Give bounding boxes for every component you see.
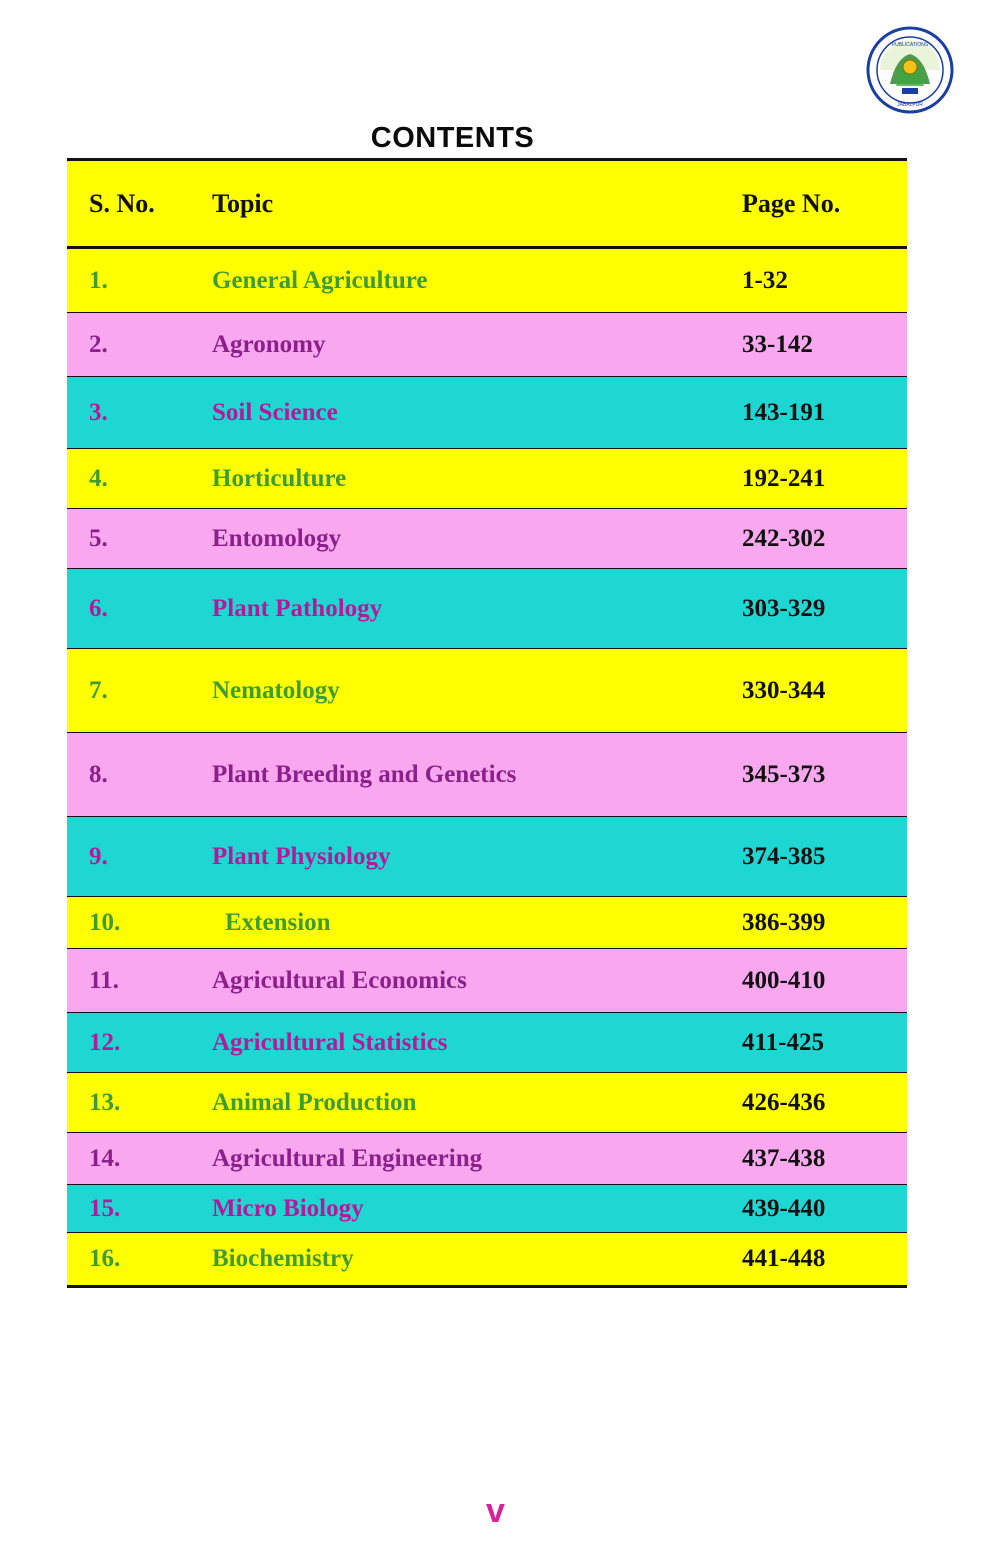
table-row[interactable]	[67, 377, 907, 449]
row-serial-number: 13.	[89, 1088, 121, 1116]
row-page-range: 400-410	[742, 966, 826, 994]
row-serial-number: 8.	[89, 760, 108, 788]
row-serial-number: 5.	[89, 524, 108, 552]
row-topic: Plant Physiology	[212, 842, 391, 870]
table-body	[67, 249, 907, 1285]
row-topic: Nematology	[212, 676, 340, 704]
row-serial-number: 2.	[89, 330, 108, 358]
row-topic: Agronomy	[212, 330, 326, 358]
header-page: Page No.	[742, 188, 841, 218]
table-row[interactable]	[67, 897, 907, 949]
table-row[interactable]	[67, 509, 907, 569]
row-serial-number: 4.	[89, 464, 108, 492]
row-page-range: 374-385	[742, 842, 826, 870]
row-page-range: 33-142	[742, 330, 813, 358]
row-page-range: 330-344	[742, 676, 826, 704]
page-folio: v	[486, 1492, 505, 1530]
row-page-range: 439-440	[742, 1194, 826, 1222]
row-topic: Extension	[225, 908, 331, 936]
row-serial-number: 16.	[89, 1245, 121, 1272]
row-serial-number: 7.	[89, 676, 108, 704]
row-page-range: 345-373	[742, 760, 826, 788]
table-header-row	[67, 161, 907, 249]
row-serial-number: 6.	[89, 594, 108, 622]
table-row[interactable]	[67, 449, 907, 509]
header-topic: Topic	[212, 188, 274, 218]
row-topic: General Agriculture	[212, 266, 428, 294]
row-serial-number: 3.	[89, 398, 108, 426]
row-serial-number: 1.	[89, 266, 108, 294]
table-row[interactable]	[67, 1133, 907, 1185]
row-topic: Plant Pathology	[212, 594, 383, 622]
row-page-range: 1-32	[742, 266, 788, 294]
row-topic: Agricultural Statistics	[212, 1028, 448, 1056]
row-page-range: 386-399	[742, 908, 826, 936]
page-title: CONTENTS	[370, 122, 535, 154]
table-row[interactable]	[67, 817, 907, 897]
row-topic: Micro Biology	[212, 1194, 364, 1222]
svg-text:PUBLICATIONS: PUBLICATIONS	[891, 42, 929, 48]
table-row[interactable]	[67, 949, 907, 1013]
row-page-range: 242-302	[742, 524, 826, 552]
row-page-range: 437-438	[742, 1144, 826, 1172]
row-serial-number: 9.	[89, 842, 108, 870]
row-serial-number: 15.	[89, 1194, 121, 1222]
row-page-range: 192-241	[742, 464, 826, 492]
table-row[interactable]	[67, 569, 907, 649]
row-topic: Agricultural Economics	[212, 966, 467, 994]
row-serial-number: 12.	[89, 1028, 121, 1056]
table-row[interactable]	[67, 1073, 907, 1133]
row-serial-number: 10.	[89, 908, 121, 936]
table-row[interactable]	[67, 313, 907, 377]
row-topic: Horticulture	[212, 464, 347, 492]
table-row[interactable]	[67, 1013, 907, 1073]
row-serial-number: 14.	[89, 1144, 121, 1172]
row-page-range: 143-191	[742, 398, 826, 426]
row-page-range: 441-448	[742, 1245, 826, 1272]
table-row[interactable]	[67, 649, 907, 733]
row-page-range: 411-425	[742, 1028, 824, 1056]
publisher-logo	[866, 26, 954, 114]
table-row[interactable]	[67, 1233, 907, 1285]
svg-text:JABALPUR: JABALPUR	[897, 102, 923, 108]
contents-table	[67, 158, 907, 1288]
row-topic: Entomology	[212, 524, 342, 552]
row-topic: Animal Production	[212, 1088, 417, 1116]
table-row[interactable]	[67, 249, 907, 313]
header-sno: S. No.	[89, 188, 155, 218]
row-serial-number: 11.	[89, 966, 119, 994]
table-row[interactable]	[67, 733, 907, 817]
row-page-range: 303-329	[742, 594, 826, 622]
table-row[interactable]	[67, 1185, 907, 1233]
row-topic: Biochemistry	[212, 1245, 354, 1272]
row-topic: Agricultural Engineering	[212, 1144, 483, 1172]
row-topic: Plant Breeding and Genetics	[212, 760, 517, 788]
row-page-range: 426-436	[742, 1088, 826, 1116]
row-topic: Soil Science	[212, 398, 338, 426]
